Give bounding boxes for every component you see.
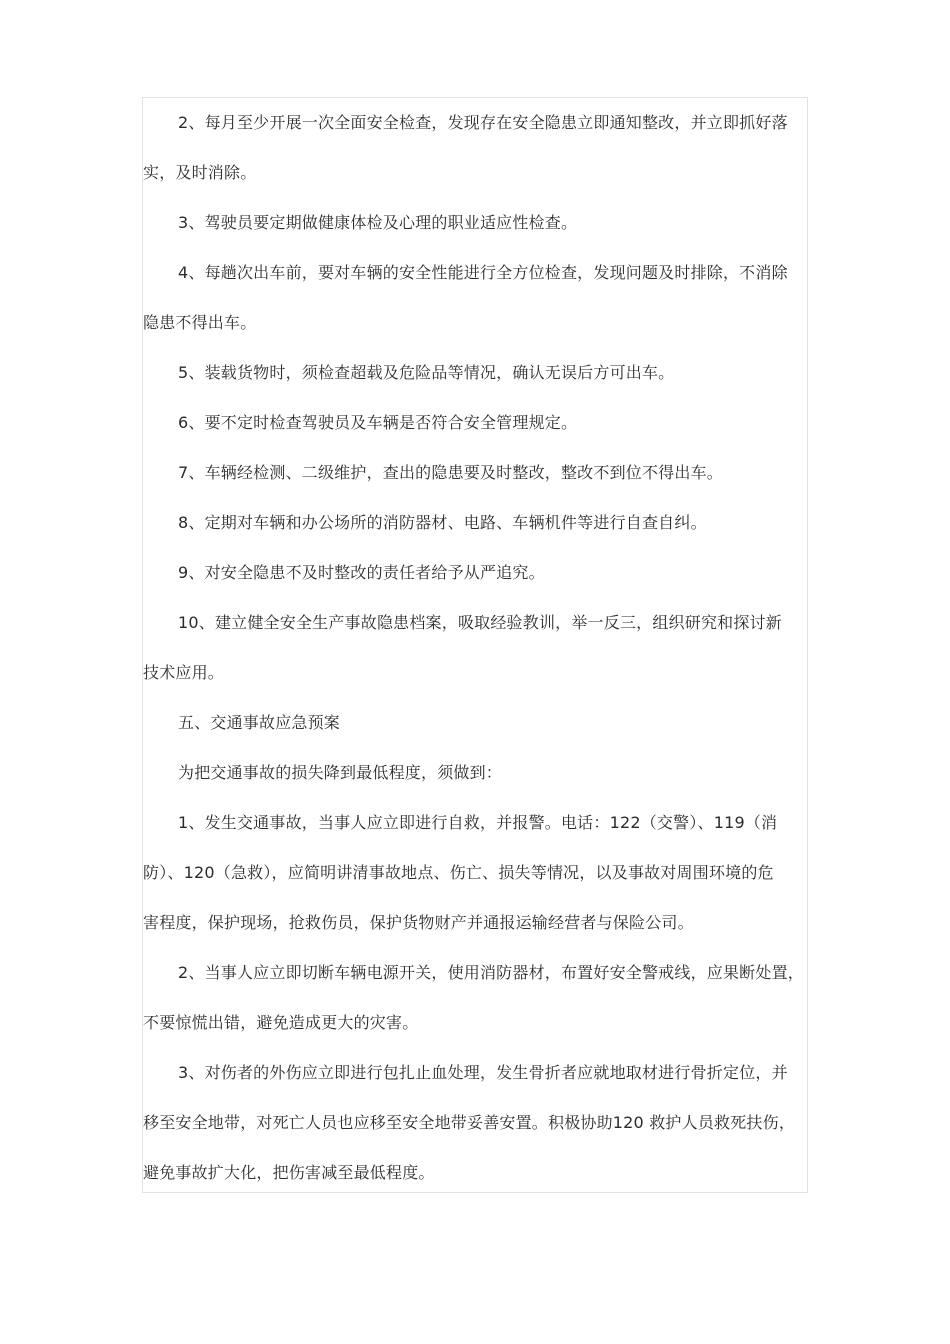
paragraph-line: 2、每月至少开展一次全面安全检查，发现存在安全隐患立即通知整改，并立即抓好落: [178, 113, 788, 132]
paragraph-line: 9、对安全隐患不及时整改的责任者给予从严追究。: [178, 563, 545, 582]
paragraph-item-5: [143, 348, 811, 398]
paragraph-line: 7、车辆经检测、二级维护，查出的隐患要及时整改，整改不到位不得出车。: [178, 463, 723, 482]
paragraph-line: 6、要不定时检查驾驶员及车辆是否符合安全管理规定。: [178, 413, 578, 432]
paragraph-item-3: [143, 198, 811, 248]
emergency-step-2: [143, 948, 811, 1048]
paragraph-line: 5、装载货物时，须检查超载及危险品等情况，确认无误后方可出车。: [178, 363, 675, 382]
paragraph-line: 3、驾驶员要定期做健康体检及心理的职业适应性检查。: [178, 213, 578, 232]
paragraph-line: 技术应用。: [143, 663, 225, 682]
paragraph-item-4: [143, 248, 811, 348]
paragraph-item-7: [143, 448, 811, 498]
paragraph-line: 实，及时消除。: [143, 163, 257, 182]
section-heading: [143, 698, 811, 748]
emergency-step-1: [143, 798, 811, 948]
paragraph-line: 3、对伤者的外伤应立即进行包扎止血处理，发生骨折者应就地取材进行骨折定位，并: [178, 1063, 788, 1082]
paragraph-item-6: [143, 398, 811, 448]
emergency-step-3: [143, 1048, 811, 1198]
paragraph-line: 2、当事人应立即切断车辆电源开关，使用消防器材，布置好安全警戒线，应果断处置，: [178, 963, 804, 982]
paragraph-line: 1、发生交通事故，当事人应立即进行自救，并报警。电话：122（交警）、119（消: [178, 813, 778, 832]
paragraph-line: 10、建立健全安全生产事故隐患档案，吸取经验教训，举一反三，组织研究和探讨新: [178, 613, 782, 632]
paragraph-line: 害程度，保护现场，抢救伤员，保护货物财产并通报运输经营者与保险公司。: [143, 913, 694, 932]
paragraph-line: 移至安全地带，对死亡人员也应移至安全地带妥善安置。积极协助120 救护人员救死扶伤，: [143, 1113, 796, 1132]
section-intro: [143, 748, 811, 798]
paragraph-item-10: [143, 598, 811, 698]
paragraph-line: 为把交通事故的损失降到最低程度，须做到：: [178, 763, 503, 782]
document-body: [143, 98, 811, 1198]
paragraph-line: 8、定期对车辆和办公场所的消防器材、电路、车辆机件等进行自查自纠。: [178, 513, 707, 532]
paragraph-item-2: [143, 98, 811, 198]
section-heading-text: 五、交通事故应急预案: [178, 713, 341, 732]
paragraph-line: 4、每趟次出车前，要对车辆的安全性能进行全方位检查，发现问题及时排除，不消除: [178, 263, 788, 282]
paragraph-line: 避免事故扩大化，把伤害减至最低程度。: [143, 1163, 435, 1182]
paragraph-item-9: [143, 548, 811, 598]
paragraph-line: 不要惊慌出错，避免造成更大的灾害。: [143, 1013, 419, 1032]
paragraph-item-8: [143, 498, 811, 548]
paragraph-line: 隐患不得出车。: [143, 313, 257, 332]
paragraph-line: 防）、120（急救），应简明讲清事故地点、伤亡、损失等情况，以及事故对周围环境的危: [143, 863, 774, 882]
